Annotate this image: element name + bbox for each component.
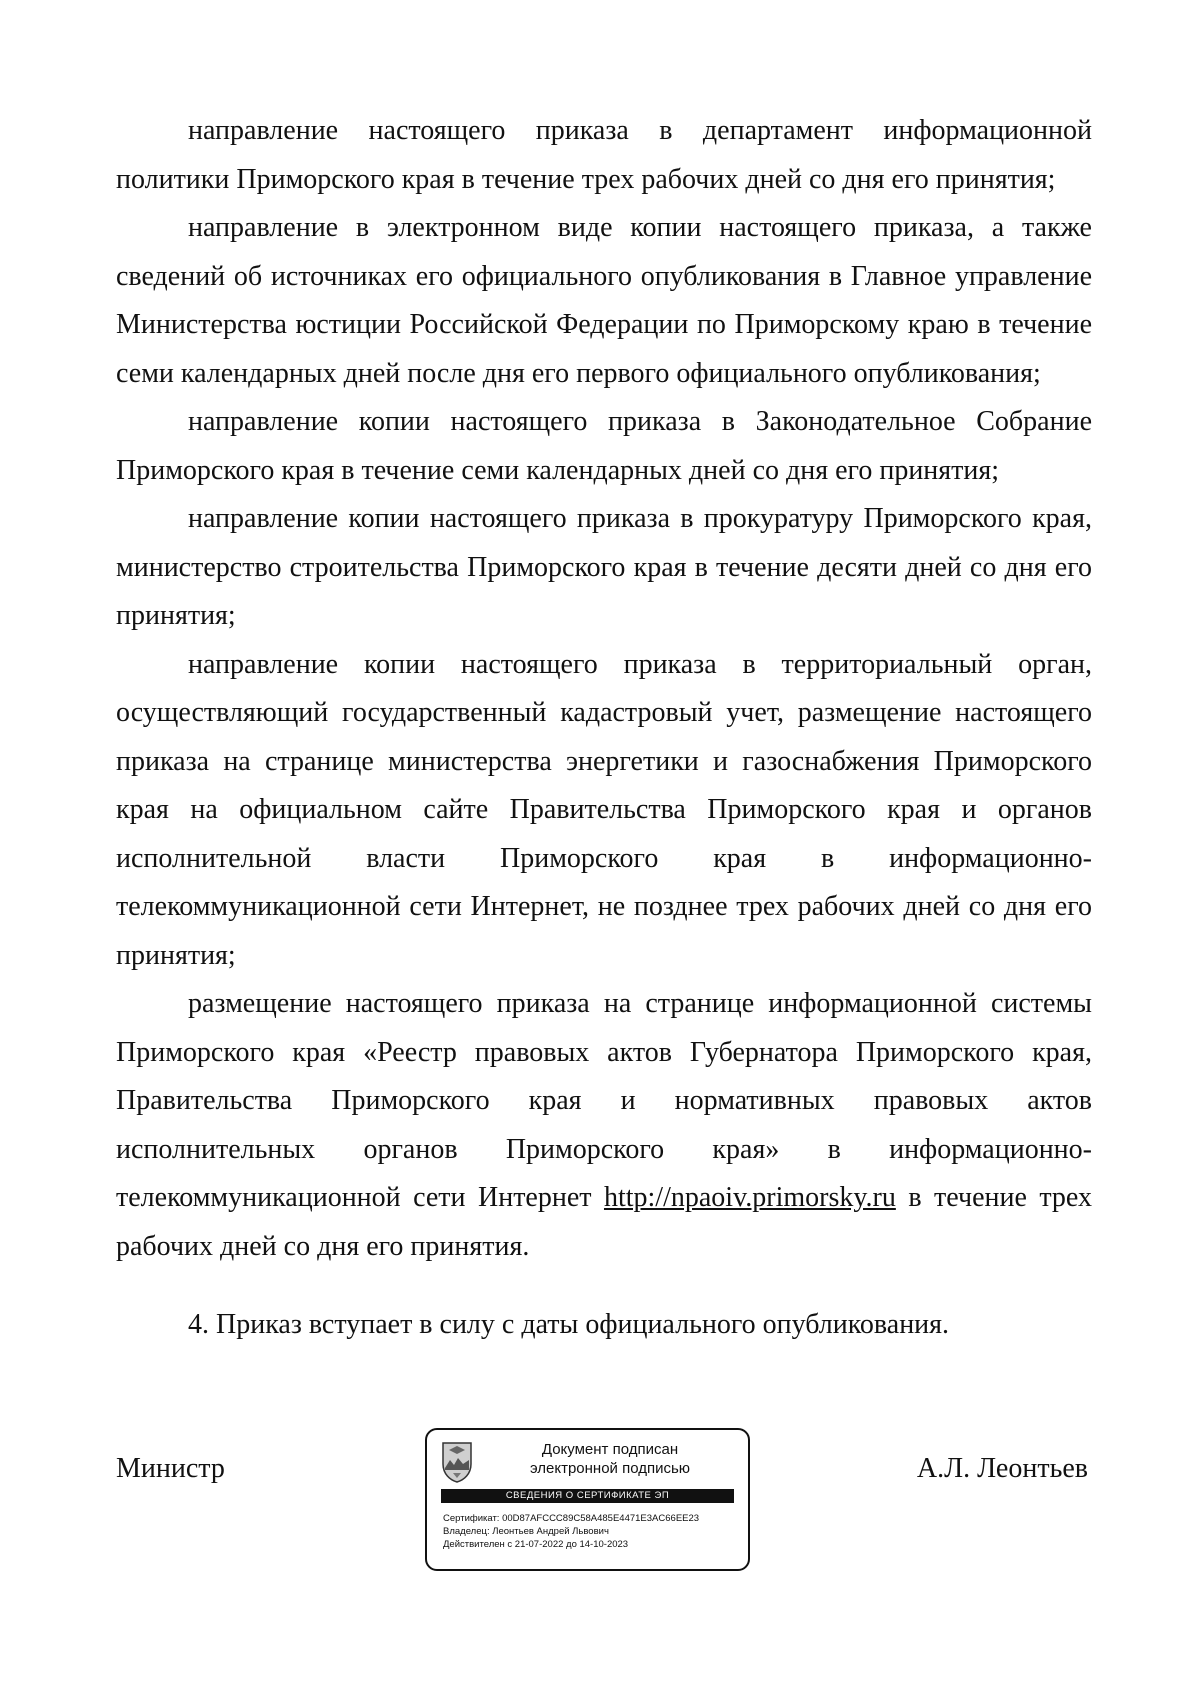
stamp-line-signature: электронной подписью xyxy=(529,1460,691,1477)
paragraph-registry xyxy=(116,980,1092,1271)
paragraph-entry-into-force: 4. Приказ вступает в силу с даты официального опубликования. xyxy=(188,1309,950,1340)
paragraph-legislative-assembly: направление копии настоящего приказа в Законодательное Собрание Приморского края в течение семи календарных дней со дня его принятия; xyxy=(116,406,1092,486)
electronic-signature-stamp xyxy=(425,1428,750,1571)
stamp-owner: Владелец: Леонтьев Андрей Львович xyxy=(443,1526,609,1537)
paragraph-prosecutor: направление копии настоящего приказа в прокуратуру Приморского края, министерство строительства Приморского края в течение десяти дней со дня его принятия; xyxy=(116,503,1092,631)
document-body xyxy=(116,107,1092,1350)
stamp-line-signed: Документ подписан xyxy=(541,1441,679,1458)
signatory-name: А.Л. Леонтьев xyxy=(916,1453,1088,1484)
stamp-certificate-band: СВЕДЕНИЯ О СЕРТИФИКАТЕ ЭП xyxy=(441,1489,734,1503)
stamp-validity: Действителен с 21-07-2022 до 14-10-2023 xyxy=(443,1539,629,1550)
paragraph-cadastre: направление копии настоящего приказа в территориальный орган, осуществляющий государственный кадастровый учет, размещение настоящего приказа на странице министерства энергетики и газоснабжения Приморского края на официальном сайте Правительства Приморского края и органов исполнительной власти Приморского края в информационно-телекоммуникационной сети Интернет, не позднее трех рабочих дней со дня его принятия; xyxy=(116,648,1092,971)
signatory-position: Министр xyxy=(116,1453,225,1484)
paragraph-info-policy: направление настоящего приказа в департамент информационной политики Приморского края в течение трех рабочих дней со дня его принятия; xyxy=(116,115,1092,195)
paragraph-registry-tail: в течение трех рабочих дней со дня его принятия. xyxy=(116,1182,1092,1262)
coat-of-arms-icon xyxy=(440,1440,474,1484)
paragraph-ministry-justice: направление в электронном виде копии настоящего приказа, а также сведений об источниках его официального опубликования в Главное управление Министерства юстиции Российской Федерации по Приморскому краю в течение семи календарных дней после дня его первого официального опубликования; xyxy=(116,212,1092,389)
paragraph-registry-text: размещение настоящего приказа на странице информационной системы Приморского края «Реестр правовых актов Губернатора Приморского края, Правительства Приморского края и нормативных правовых актов исполнительных органов Приморского края» в информационно-телекоммуникационной сети Интернет xyxy=(116,988,1092,1213)
registry-link[interactable]: http://npaoiv.primorsky.ru xyxy=(603,1182,896,1213)
stamp-certificate-number: Сертификат: 00D87AFCCC89C58A485E4471E3AC66EE23 xyxy=(443,1513,700,1524)
stamp-certificate-details xyxy=(443,1512,743,1551)
stamp-heading xyxy=(485,1440,735,1478)
